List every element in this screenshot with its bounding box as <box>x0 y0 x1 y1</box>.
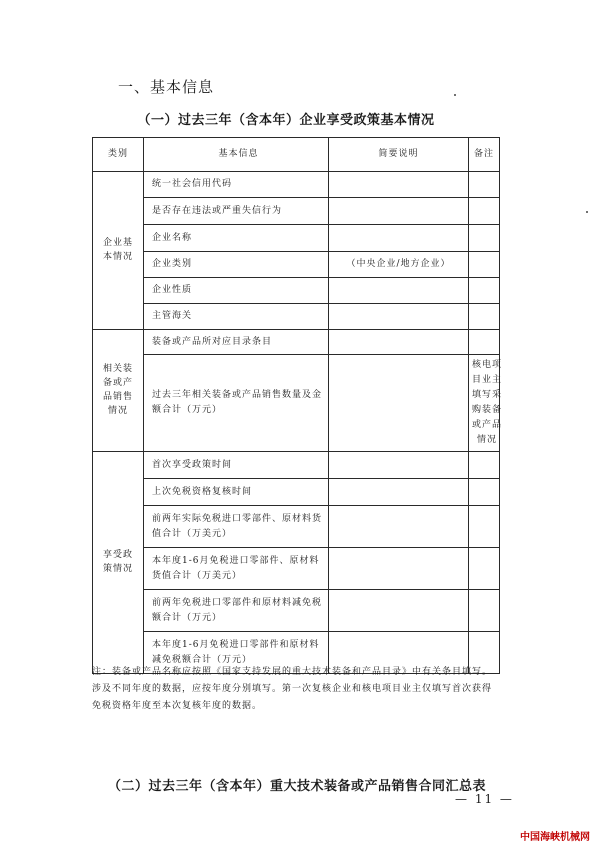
table-row <box>93 225 500 252</box>
table-row <box>93 548 500 590</box>
table-row <box>93 479 500 506</box>
table-header-row <box>93 138 500 172</box>
category-label: 享受政策情况 <box>102 550 133 574</box>
description-cell[interactable] <box>329 225 469 252</box>
header-basic-info: 基本信息 <box>144 138 329 172</box>
category-cell <box>93 452 144 674</box>
info-cell: 企业名称 <box>144 225 329 252</box>
category-label: 相关装备或产品销售情况 <box>102 364 133 416</box>
remarks-cell[interactable] <box>469 172 500 198</box>
info-cell: 上次免税资格复核时间 <box>144 479 329 506</box>
description-cell[interactable] <box>329 590 469 632</box>
description-cell[interactable] <box>329 479 469 506</box>
remarks-cell <box>469 355 503 452</box>
remarks-cell[interactable] <box>469 198 500 225</box>
category-cell <box>93 172 144 330</box>
table-row <box>93 506 500 548</box>
info-cell: 企业类别 <box>144 252 329 278</box>
header-description: 简要说明 <box>329 138 469 172</box>
table-row <box>93 452 500 479</box>
description-cell[interactable] <box>329 330 469 355</box>
info-cell: 统一社会信用代码 <box>144 172 329 198</box>
section-heading: 一、基本信息 <box>118 78 215 96</box>
category-label: 企业基本情况 <box>102 238 133 262</box>
table-row <box>93 330 500 355</box>
description-cell[interactable]: （中央企业/地方企业） <box>329 252 469 278</box>
remarks-cell[interactable] <box>469 479 500 506</box>
info-cell: 过去三年相关装备或产品销售数量及金额合计（万元） <box>144 355 329 452</box>
remarks-cell[interactable] <box>469 590 500 632</box>
subsection-heading-2: （二）过去三年（含本年）重大技术装备或产品销售合同汇总表 <box>108 779 487 794</box>
category-cell <box>93 330 144 452</box>
description-cell[interactable] <box>329 304 469 330</box>
info-cell: 主管海关 <box>144 304 329 330</box>
description-cell[interactable] <box>329 548 469 590</box>
description-cell[interactable] <box>329 506 469 548</box>
info-cell: 前两年实际免税进口零部件、原材料货值合计（万美元） <box>144 506 329 548</box>
description-cell[interactable] <box>329 452 469 479</box>
policy-info-table <box>92 137 503 674</box>
info-cell: 首次享受政策时间 <box>144 452 329 479</box>
site-watermark: 中国海峡机械网 <box>520 832 590 843</box>
remarks-cell[interactable] <box>469 304 500 330</box>
info-cell: 本年度1-6月免税进口零部件和原材料减免税额合计（万元） <box>144 632 329 674</box>
table-row <box>93 252 500 278</box>
scan-speck <box>586 211 588 213</box>
remarks-cell[interactable] <box>469 548 500 590</box>
info-cell: 是否存在违法或严重失信行为 <box>144 198 329 225</box>
header-remarks: 备注 <box>469 138 500 172</box>
table-row <box>93 172 500 198</box>
table-row <box>93 304 500 330</box>
page-number: — 11 — <box>455 792 514 806</box>
subsection-heading-1: （一）过去三年（含本年）企业享受政策基本情况 <box>137 113 435 128</box>
table-row <box>93 278 500 304</box>
table-footnote: 注：装备或产品名称应按照《国家支持发展的重大技术装备和产品目录》中有关条目填写。涉及不同年度的数据，应按年度分别填写。第一次复核企业和核电项目业主仅填写首次获得免税资格年度至本次复核年度的数据。 <box>92 667 493 711</box>
remarks-cell[interactable] <box>469 330 500 355</box>
description-cell[interactable] <box>329 172 469 198</box>
scan-speck <box>454 94 456 96</box>
remarks-cell[interactable] <box>469 225 500 252</box>
info-cell: 前两年免税进口零部件和原材料减免税额合计（万元） <box>144 590 329 632</box>
table-row <box>93 198 500 225</box>
table-row <box>93 590 500 632</box>
remarks-text: 核电项目业主填写采购装备或产品情况 <box>472 360 503 445</box>
remarks-cell[interactable] <box>469 506 500 548</box>
info-cell: 企业性质 <box>144 278 329 304</box>
description-cell[interactable] <box>329 355 469 452</box>
remarks-cell[interactable] <box>469 252 500 278</box>
info-cell: 本年度1-6月免税进口零部件、原材料货值合计（万美元） <box>144 548 329 590</box>
header-category: 类别 <box>93 138 144 172</box>
remarks-cell[interactable] <box>469 278 500 304</box>
description-cell[interactable] <box>329 198 469 225</box>
description-cell[interactable] <box>329 278 469 304</box>
table-row <box>93 355 500 452</box>
info-cell: 装备或产品所对应目录条目 <box>144 330 329 355</box>
remarks-cell[interactable] <box>469 452 500 479</box>
